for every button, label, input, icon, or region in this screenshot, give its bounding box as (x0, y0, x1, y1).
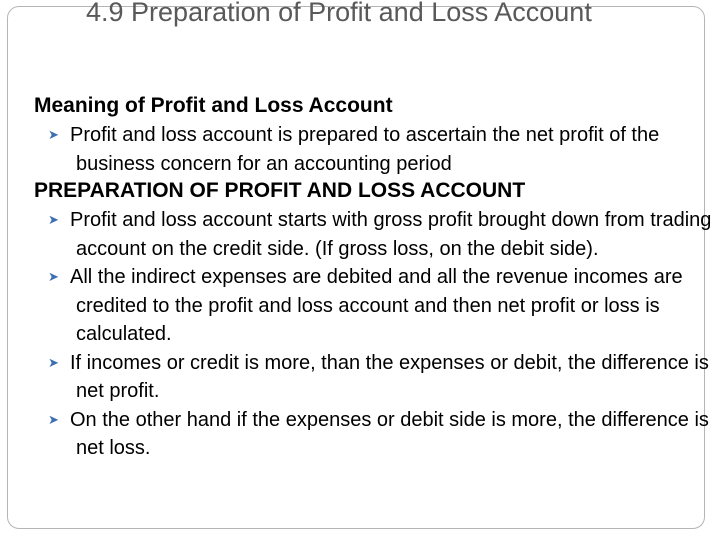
arrow-bullet-icon: ➤ (48, 127, 59, 142)
slide-title: 4.9 Preparation of Profit and Loss Account (86, 0, 592, 27)
arrow-bullet-icon: ➤ (48, 354, 59, 370)
section-heading-meaning: Meaning of Profit and Loss Account (34, 94, 393, 117)
bullet-text: On the other hand if the expenses or debit side is more, the difference is net loss. (70, 408, 709, 459)
list-item (48, 263, 719, 349)
list-item (48, 121, 719, 178)
bullet-text: All the indirect expenses are debited and all the revenue incomes are credited to the profit and loss account and then net profit or loss is calculated. (70, 266, 683, 345)
list-item (48, 406, 719, 463)
slide-frame (7, 0, 712, 529)
bullet-list-preparation (34, 206, 719, 463)
section-heading-preparation: PREPARATION OF PROFIT AND LOSS ACCOUNT (34, 179, 526, 202)
arrow-bullet-icon: ➤ (48, 411, 59, 427)
bullet-list-meaning (34, 121, 719, 178)
arrow-bullet-icon: ➤ (48, 212, 59, 227)
slide-content (34, 93, 719, 463)
bullet-text: Profit and loss account starts with gross profit brought down from trading account on the credit side. (If gross loss, on the debit side). (70, 209, 712, 260)
list-item (48, 349, 719, 406)
bullet-text: Profit and loss account is prepared to ascertain the net profit of the business concern for an accounting period (70, 124, 660, 175)
list-item (48, 206, 719, 263)
bullet-text: If incomes or credit is more, than the expenses or debit, the difference is net profit. (70, 351, 709, 402)
arrow-bullet-icon: ➤ (48, 269, 59, 284)
